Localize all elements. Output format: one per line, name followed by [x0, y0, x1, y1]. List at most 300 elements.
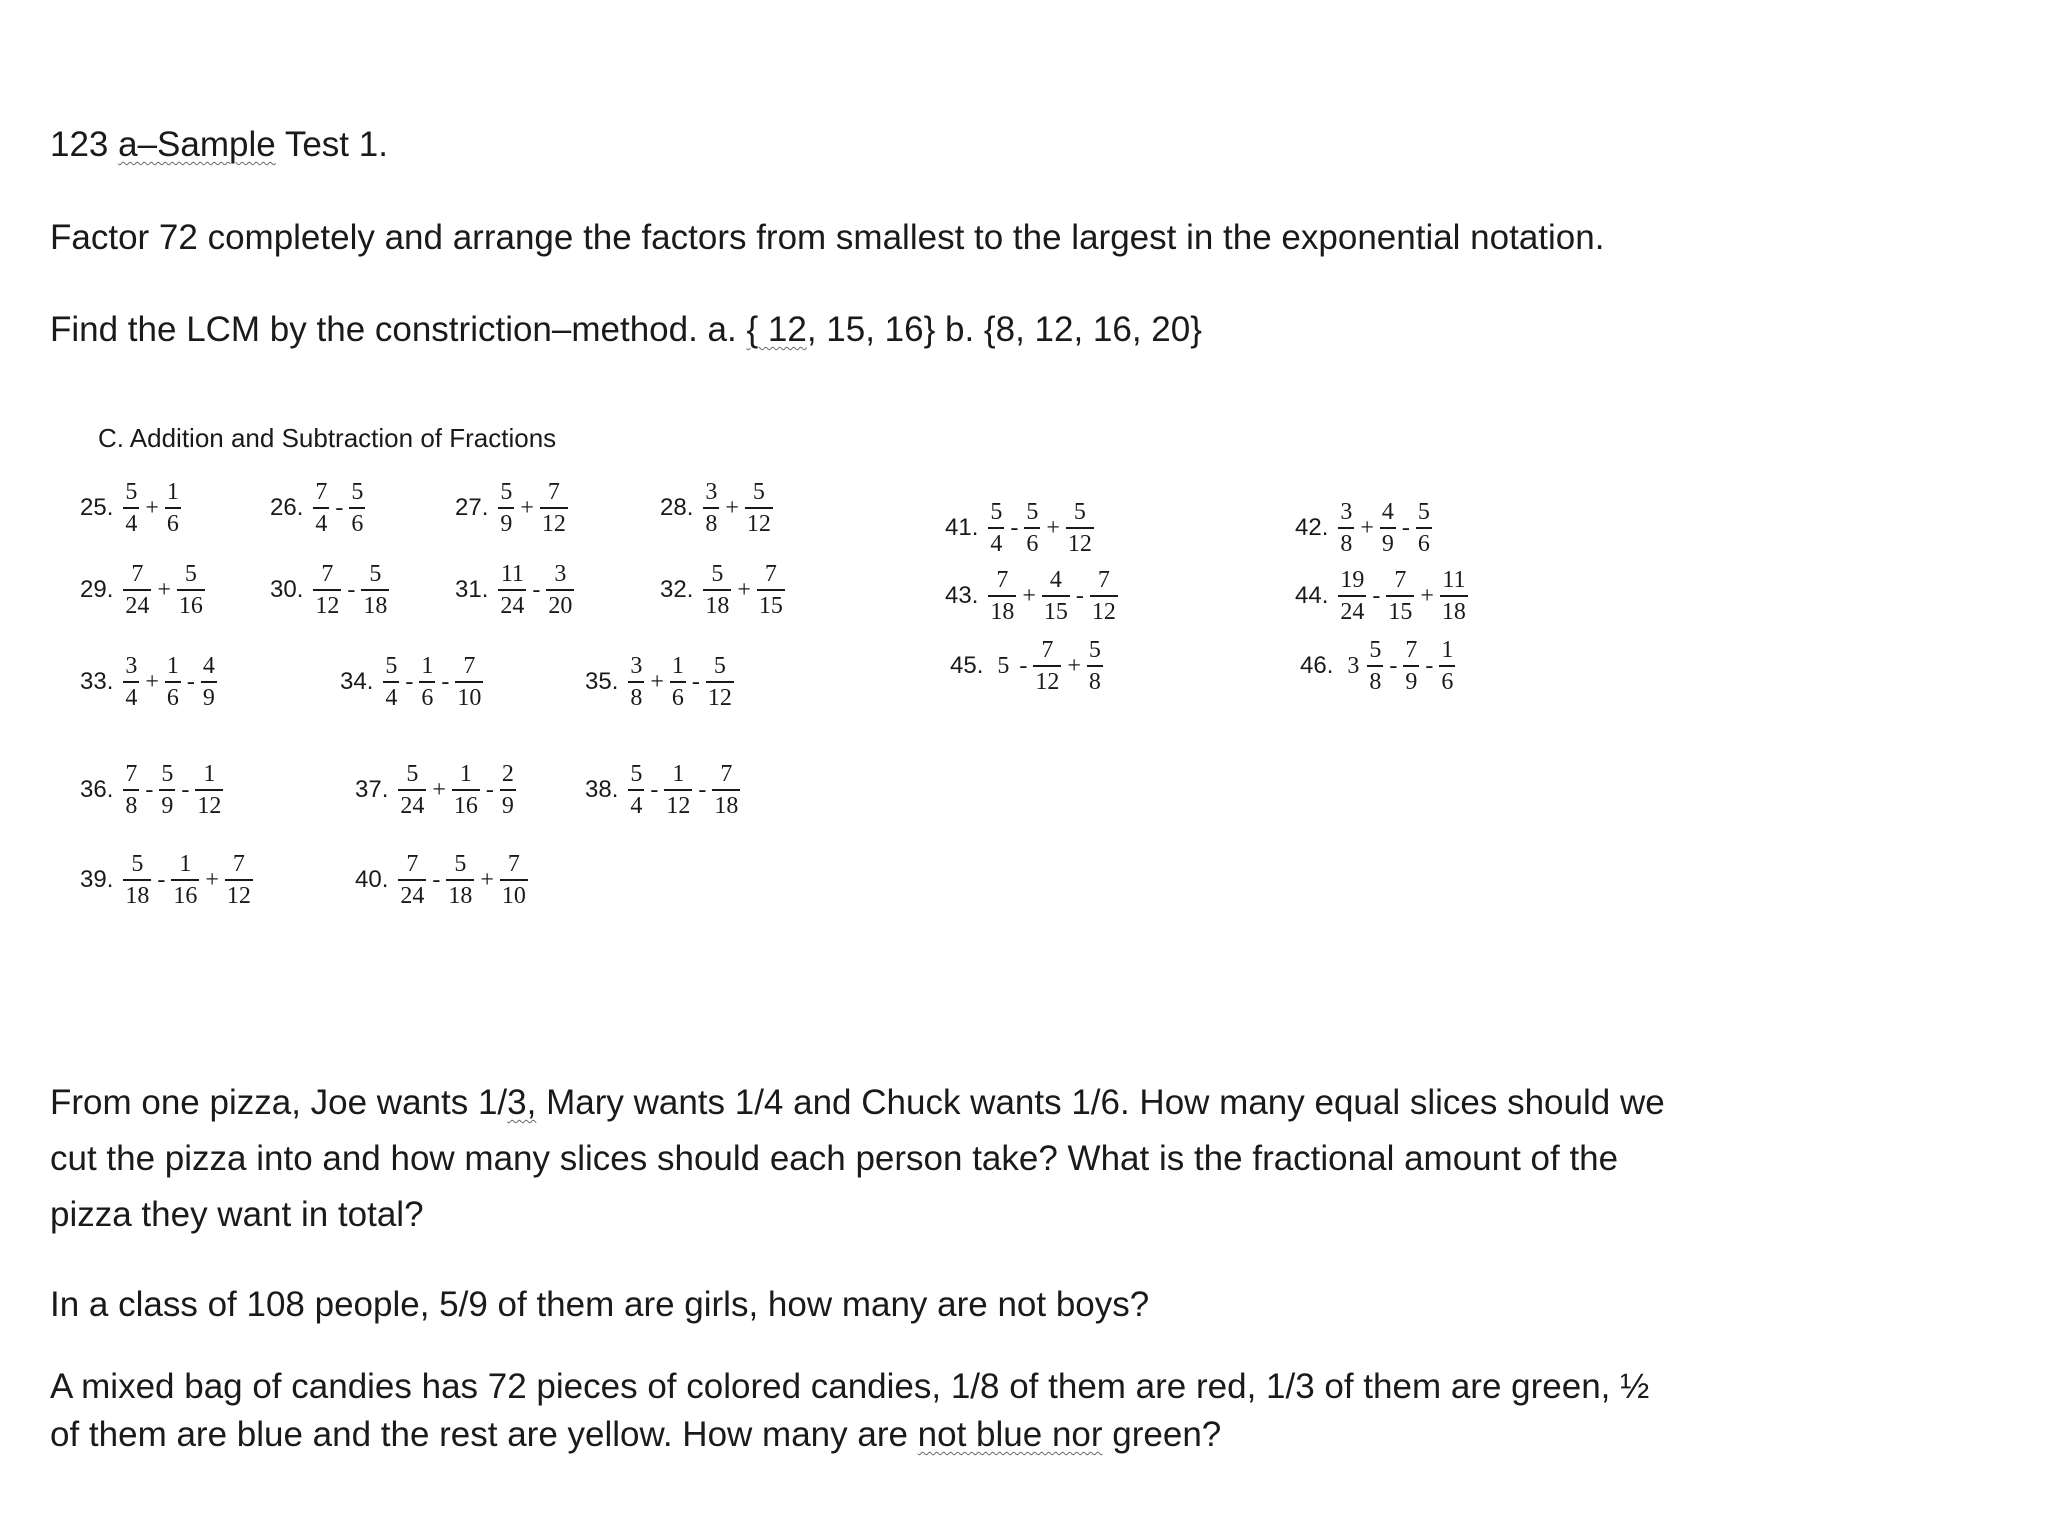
numerator: 7: [547, 479, 560, 505]
fraction: [498, 480, 514, 536]
numerator: 5: [1088, 637, 1101, 663]
denominator: 6: [1441, 669, 1454, 695]
fraction: [165, 480, 181, 536]
numerator: 1: [1441, 637, 1454, 663]
operator: +: [145, 494, 159, 521]
problem-number: 40.: [355, 866, 389, 893]
problem-44: [1295, 568, 1468, 624]
fraction-bar: [757, 589, 785, 591]
fraction: [703, 480, 719, 536]
numerator: 5: [406, 761, 419, 787]
fraction-bar: [498, 589, 526, 591]
denominator: 18: [990, 599, 1015, 625]
candy-text: of them are blue and the rest are yellow. How many are: [50, 1415, 918, 1454]
fraction-bar: [988, 527, 1004, 529]
fraction: [201, 654, 217, 710]
numerator: 5: [454, 851, 467, 877]
fraction-bar: [361, 589, 389, 591]
fraction-bar: [201, 681, 217, 683]
operator: +: [520, 494, 534, 521]
numerator: 5: [1417, 499, 1430, 525]
numerator: 5: [752, 479, 765, 505]
candy-squiggle-words: not blue nor: [917, 1415, 1103, 1454]
question-lcm: [50, 310, 1202, 350]
denominator: 12: [707, 685, 732, 711]
numerator: 7: [1097, 567, 1110, 593]
fraction-bar: [1338, 527, 1354, 529]
fraction: [1042, 568, 1070, 624]
fraction-bar: [1042, 595, 1070, 597]
denominator: 15: [1388, 599, 1413, 625]
problem-35: [585, 654, 734, 710]
fraction-bar: [703, 507, 719, 509]
denominator: 12: [541, 511, 566, 537]
fraction: [123, 654, 139, 710]
fraction-bar: [500, 789, 516, 791]
fraction-bar: [165, 681, 181, 683]
fraction: [1416, 500, 1432, 556]
fraction: [1386, 568, 1414, 624]
fraction: [1338, 500, 1354, 556]
denominator: 8: [630, 685, 643, 711]
operator: -: [650, 776, 659, 803]
fraction-bar: [712, 789, 740, 791]
denominator: 18: [1441, 599, 1466, 625]
operator: +: [432, 776, 446, 803]
problem-number: 29.: [80, 576, 114, 603]
fraction: [313, 480, 329, 536]
numerator: 5: [1073, 499, 1086, 525]
numerator: 3: [554, 561, 567, 587]
operator: +: [157, 576, 171, 603]
fraction-bar: [455, 681, 483, 683]
problem-41: [945, 500, 1094, 556]
pizza-line-1: [50, 1075, 1665, 1131]
denominator: 8: [1340, 531, 1353, 557]
fraction-bar: [1066, 527, 1094, 529]
pizza-line-3: pizza they want in total?: [50, 1195, 424, 1234]
numerator: 7: [996, 567, 1009, 593]
denominator: 6: [421, 685, 434, 711]
fraction: [349, 480, 365, 536]
problem-number: 30.: [270, 576, 304, 603]
numerator: 5: [500, 479, 513, 505]
fraction-bar: [446, 879, 474, 881]
numerator: 1: [166, 653, 179, 679]
problem-number: 25.: [80, 494, 114, 521]
denominator: 6: [166, 685, 179, 711]
denominator: 6: [1417, 531, 1430, 557]
fraction-bar: [398, 789, 426, 791]
denominator: 4: [315, 511, 328, 537]
problem-29: [80, 562, 205, 618]
fraction-bar: [1439, 665, 1455, 667]
fraction-bar: [1090, 595, 1118, 597]
denominator: 16: [453, 793, 478, 819]
problem-37: [355, 762, 516, 818]
denominator: 18: [714, 793, 739, 819]
operator: -: [1019, 652, 1028, 679]
problem-number: 42.: [1295, 514, 1329, 541]
fraction: [1367, 638, 1383, 694]
numerator: 2: [501, 761, 514, 787]
operator: -: [1372, 582, 1381, 609]
operator: +: [1420, 582, 1434, 609]
problem-number: 39.: [80, 866, 114, 893]
denominator: 9: [1405, 669, 1418, 695]
numerator: 5: [713, 653, 726, 679]
fraction: [757, 562, 785, 618]
fraction: [1338, 568, 1366, 624]
numerator: 1: [203, 761, 216, 787]
fraction: [1033, 638, 1061, 694]
fraction: [1440, 568, 1468, 624]
numerator: 5: [1026, 499, 1039, 525]
numerator: 7: [1394, 567, 1407, 593]
fraction-bar: [1386, 595, 1414, 597]
denominator: 24: [1340, 599, 1365, 625]
fraction-bar: [123, 507, 139, 509]
numerator: 1: [672, 761, 685, 787]
denominator: 24: [400, 883, 425, 909]
fraction: [171, 852, 199, 908]
fraction-bar: [398, 879, 426, 881]
numerator: 1: [459, 761, 472, 787]
problem-number: 34.: [340, 668, 374, 695]
fraction-bar: [195, 789, 223, 791]
numerator: 5: [351, 479, 364, 505]
numerator: 7: [1041, 637, 1054, 663]
pizza-squiggle-word: 3,: [507, 1083, 537, 1122]
operator: -: [698, 776, 707, 803]
denominator: 24: [400, 793, 425, 819]
numerator: 7: [507, 851, 520, 877]
fraction: [703, 562, 731, 618]
fraction: [398, 852, 426, 908]
operator: +: [1067, 652, 1081, 679]
lcm-text: , 15, 16} b. {8, 12, 16, 20}: [806, 310, 1202, 349]
fraction: [1380, 500, 1396, 556]
numerator: 5: [630, 761, 643, 787]
problem-number: 45.: [950, 652, 984, 679]
problem-45: [950, 638, 1103, 694]
operator: +: [737, 576, 751, 603]
fraction-bar: [706, 681, 734, 683]
pizza-line-2: cut the pizza into and how many slices should each person take? What is the fractional amount of the: [50, 1139, 1619, 1178]
fraction: [628, 762, 644, 818]
fraction: [546, 562, 574, 618]
fraction-bar: [177, 589, 205, 591]
problem-number: 28.: [660, 494, 694, 521]
title-part: 123: [50, 125, 119, 164]
fraction: [988, 500, 1004, 556]
problem-27: [455, 480, 568, 536]
problem-26: [270, 480, 365, 536]
fraction: [1403, 638, 1419, 694]
operator: +: [650, 668, 664, 695]
title-squiggle-word: a–Sample: [118, 125, 276, 164]
problem-number: 44.: [1295, 582, 1329, 609]
fraction-bar: [628, 789, 644, 791]
numerator: 7: [232, 851, 245, 877]
numerator: 3: [1340, 499, 1353, 525]
denominator: 8: [1369, 669, 1382, 695]
fraction-bar: [1403, 665, 1419, 667]
fraction-bar: [628, 681, 644, 683]
denominator: 6: [351, 511, 364, 537]
candy-line-2: [50, 1411, 1649, 1459]
operator: -: [335, 494, 344, 521]
problem-32: [660, 562, 785, 618]
numerator: 1: [166, 479, 179, 505]
denominator: 15: [758, 593, 783, 619]
fraction-bar: [1440, 595, 1468, 597]
denominator: 18: [363, 593, 388, 619]
fraction: [361, 562, 389, 618]
numerator: 5: [369, 561, 382, 587]
fraction: [165, 654, 181, 710]
numerator: 7: [720, 761, 733, 787]
fraction: [500, 852, 528, 908]
fraction-bar: [123, 681, 139, 683]
operator: -: [532, 576, 541, 603]
fraction: [500, 762, 516, 818]
fraction: [123, 480, 139, 536]
operator: +: [1046, 514, 1060, 541]
fraction-bar: [225, 879, 253, 881]
denominator: 8: [125, 793, 138, 819]
problem-number: 31.: [455, 576, 489, 603]
numerator: 7: [321, 561, 334, 587]
denominator: 20: [548, 593, 573, 619]
section-title: C. Addition and Subtraction of Fractions: [98, 423, 557, 453]
fraction: [670, 654, 686, 710]
fraction-bar: [498, 507, 514, 509]
numerator: 5: [1369, 637, 1382, 663]
pizza-text: From one pizza, Joe wants 1/: [50, 1083, 508, 1122]
numerator: 19: [1340, 567, 1365, 593]
numerator: 5: [161, 761, 174, 787]
fraction-bar: [664, 789, 692, 791]
operator: +: [1360, 514, 1374, 541]
operator: +: [725, 494, 739, 521]
operator: +: [205, 866, 219, 893]
fraction: [419, 654, 435, 710]
denominator: 6: [166, 511, 179, 537]
fraction-bar: [123, 589, 151, 591]
fraction: [1090, 568, 1118, 624]
operator: -: [157, 866, 166, 893]
problem-38: [585, 762, 740, 818]
numerator: 7: [406, 851, 419, 877]
denominator: 24: [500, 593, 525, 619]
numerator: 1: [179, 851, 192, 877]
fraction-bar: [1380, 527, 1396, 529]
operator: -: [186, 668, 195, 695]
denominator: 12: [1091, 599, 1116, 625]
numerator: 7: [125, 761, 138, 787]
numerator: 3: [125, 653, 138, 679]
fraction: [177, 562, 205, 618]
fraction-bar: [745, 507, 773, 509]
numerator: 11: [500, 561, 524, 587]
pizza-text: Mary wants 1/4 and Chuck wants 1/6. How many equal slices should we: [536, 1083, 1665, 1122]
denominator: 9: [202, 685, 215, 711]
denominator: 8: [705, 511, 718, 537]
lcm-text: Find the LCM by the constriction–method. a.: [50, 310, 747, 349]
denominator: 12: [666, 793, 691, 819]
denominator: 4: [125, 685, 138, 711]
question-class: In a class of 108 people, 5/9 of them are girls, how many are not boys?: [50, 1285, 1150, 1324]
problem-number: 37.: [355, 776, 389, 803]
denominator: 12: [746, 511, 771, 537]
fraction-bar: [419, 681, 435, 683]
page-title: [50, 125, 388, 165]
fraction: [540, 480, 568, 536]
operator: +: [145, 668, 159, 695]
numerator: 4: [1381, 499, 1394, 525]
problem-31: [455, 562, 574, 618]
problem-42: [1295, 500, 1432, 556]
problem-33: [80, 654, 217, 710]
denominator: 12: [1067, 531, 1092, 557]
denominator: 4: [125, 511, 138, 537]
numerator: 7: [764, 561, 777, 587]
denominator: 12: [226, 883, 251, 909]
numerator: 7: [315, 479, 328, 505]
operator: -: [691, 668, 700, 695]
denominator: 12: [197, 793, 222, 819]
candy-line-1: A mixed bag of candies has 72 pieces of colored candies, 1/8 of them are red, 1/3 of them are green, ½: [50, 1367, 1650, 1406]
denominator: 8: [1088, 669, 1101, 695]
fraction-bar: [383, 681, 399, 683]
operator: -: [145, 776, 154, 803]
problem-number: 27.: [455, 494, 489, 521]
denominator: 9: [1381, 531, 1394, 557]
problem-number: 43.: [945, 582, 979, 609]
fraction-bar: [670, 681, 686, 683]
numerator: 11: [1442, 567, 1466, 593]
problem-34: [340, 654, 483, 710]
problem-46: [1300, 638, 1455, 694]
fraction-bar: [123, 789, 139, 791]
denominator: 12: [315, 593, 340, 619]
candy-text: green?: [1102, 1415, 1222, 1454]
fraction: [123, 762, 139, 818]
numerator: 3: [705, 479, 718, 505]
denominator: 16: [173, 883, 198, 909]
fraction-bar: [703, 589, 731, 591]
operator: -: [1010, 514, 1019, 541]
problem-number: 41.: [945, 514, 979, 541]
problem-number: 36.: [80, 776, 114, 803]
fraction-bar: [123, 879, 151, 881]
numerator: 7: [463, 653, 476, 679]
fraction-bar: [313, 507, 329, 509]
fraction: [225, 852, 253, 908]
denominator: 18: [705, 593, 730, 619]
problem-28: [660, 480, 773, 536]
numerator: 5: [385, 653, 398, 679]
fraction-bar: [1033, 665, 1061, 667]
problem-number: 33.: [80, 668, 114, 695]
fraction-bar: [1338, 595, 1366, 597]
denominator: 4: [630, 793, 643, 819]
operator: -: [485, 776, 494, 803]
fraction: [455, 654, 483, 710]
denominator: 9: [500, 511, 513, 537]
numerator: 1: [671, 653, 684, 679]
numerator: 5: [131, 851, 144, 877]
fraction: [313, 562, 341, 618]
fraction: [452, 762, 480, 818]
numerator: 3: [630, 653, 643, 679]
problem-number: 38.: [585, 776, 619, 803]
numerator: 5: [990, 499, 1003, 525]
numerator: 4: [1049, 567, 1062, 593]
fraction: [1087, 638, 1103, 694]
question-candy: [50, 1363, 1649, 1459]
operator: -: [1425, 652, 1434, 679]
denominator: 18: [125, 883, 150, 909]
problem-40: [355, 852, 528, 908]
fraction: [123, 562, 151, 618]
fraction: [1024, 500, 1040, 556]
operator: -: [1075, 582, 1084, 609]
title-part: Test 1.: [275, 125, 388, 164]
fraction-bar: [165, 507, 181, 509]
denominator: 16: [178, 593, 203, 619]
fraction: [398, 762, 426, 818]
numerator: 1: [421, 653, 434, 679]
operator: -: [347, 576, 356, 603]
operator: -: [1389, 652, 1398, 679]
fraction-bar: [500, 879, 528, 881]
fraction-bar: [313, 589, 341, 591]
denominator: 18: [448, 883, 473, 909]
problem-25: [80, 480, 181, 536]
denominator: 4: [990, 531, 1003, 557]
operator: -: [441, 668, 450, 695]
fraction-bar: [452, 789, 480, 791]
numerator: 7: [131, 561, 144, 587]
fraction-bar: [1024, 527, 1040, 529]
operator: +: [1022, 582, 1036, 609]
problem-number: 35.: [585, 668, 619, 695]
fraction: [159, 762, 175, 818]
fraction: [1066, 500, 1094, 556]
whole-number: 5: [997, 652, 1010, 679]
fraction-bar: [1367, 665, 1383, 667]
fraction: [988, 568, 1016, 624]
denominator: 4: [385, 685, 398, 711]
operator: -: [1401, 514, 1410, 541]
numerator: 5: [711, 561, 724, 587]
problem-number: 26.: [270, 494, 304, 521]
question-factor: Factor 72 completely and arrange the factors from smallest to the largest in the exponential notation.: [50, 218, 1605, 257]
problem-39: [80, 852, 253, 908]
whole-number: 3: [1347, 652, 1360, 679]
problem-number: 46.: [1300, 652, 1334, 679]
numerator: 5: [184, 561, 197, 587]
denominator: 9: [501, 793, 514, 819]
problem-number: 32.: [660, 576, 694, 603]
lcm-squiggle-word: { 12: [746, 310, 807, 349]
denominator: 10: [501, 883, 526, 909]
denominator: 9: [161, 793, 174, 819]
fraction: [123, 852, 151, 908]
denominator: 24: [125, 593, 150, 619]
